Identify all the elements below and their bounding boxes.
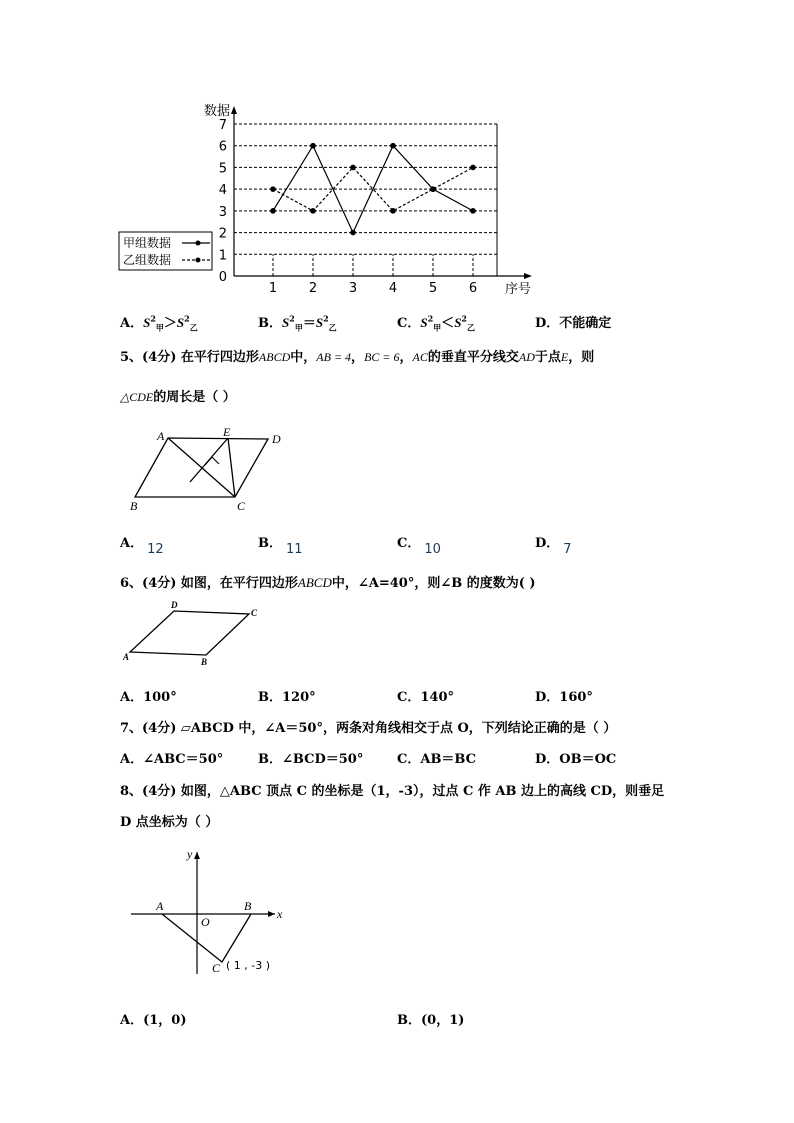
option-letter: D．	[535, 690, 560, 705]
variance-symbol: S	[454, 315, 462, 330]
q5-line2-text: 的周长是（ ）	[153, 390, 236, 405]
x-tick-label: 4	[388, 281, 398, 296]
q8-label-x: x	[277, 907, 283, 921]
option-value: OB＝OC	[559, 752, 617, 767]
q6-label-a: A	[123, 652, 130, 662]
option-letter: A．	[120, 690, 144, 705]
q6-abcd: ABCD	[297, 575, 332, 590]
x-axis-arrow	[524, 273, 532, 279]
q5-label-b: B	[130, 499, 138, 513]
q4-option-d[interactable]	[535, 312, 611, 331]
q5-label-d: D	[272, 432, 281, 446]
variance-symbol: S	[176, 315, 185, 330]
q7-option-d[interactable]	[535, 748, 616, 767]
legend-marker	[196, 241, 201, 246]
data-point	[310, 208, 316, 214]
q5-ad: AD	[518, 350, 535, 364]
x-tick-label: 3	[348, 281, 358, 296]
q6-option-d[interactable]	[535, 686, 593, 705]
q5-e: E	[560, 350, 569, 364]
data-point	[430, 186, 436, 192]
x-axis-title: 序号	[505, 282, 532, 297]
option-letter: C．	[397, 536, 421, 551]
option-value: ∠ABC＝50°	[143, 752, 224, 767]
q8-option-a[interactable]	[120, 1009, 187, 1028]
q6-label-c: C	[251, 608, 258, 618]
q5-option-b[interactable]	[258, 532, 303, 557]
y-tick-label: 7	[218, 118, 227, 133]
legend-marker	[196, 258, 201, 263]
group-label: 乙	[467, 322, 475, 333]
x-tick-label: 6	[468, 281, 478, 296]
q8-stem-line1: 8、(4分) 如图，△ABC 顶点 C 的坐标是（1，-3），过点 C 作 AB 边上的高线 CD，则垂足	[120, 784, 665, 799]
option-letter: A．	[120, 316, 144, 331]
exponent: 2	[184, 313, 190, 324]
group-label: 乙	[328, 322, 337, 333]
option-value: (1，0)	[143, 1013, 187, 1028]
q5-right-angle-mark	[205, 457, 219, 465]
exponent: 2	[461, 313, 467, 324]
group-label: 乙	[189, 322, 198, 333]
option-text: 不能确定	[559, 316, 612, 331]
y-tick-label: 3	[218, 204, 227, 220]
q5-stem-line2	[120, 386, 236, 405]
option-value: 11	[286, 542, 303, 557]
q5-abcd: ABCD	[258, 350, 291, 364]
q8-label-a: A	[156, 899, 164, 913]
y-tick-label: 4	[218, 183, 227, 199]
option-value: 140°	[420, 690, 454, 705]
option-letter: B．	[258, 316, 282, 331]
q5-ac: AC	[412, 350, 428, 364]
q5-segment-ce	[228, 438, 235, 497]
q5-stem-line1	[120, 346, 594, 365]
chart-legend	[119, 232, 212, 270]
q6-text: 中，∠A=40°，则∠B 的度数为( )	[331, 576, 536, 591]
exponent: 2	[289, 313, 295, 324]
group-label: 甲	[155, 322, 164, 333]
data-point	[270, 186, 276, 192]
q6-stem	[120, 572, 536, 591]
q6-figure	[118, 598, 278, 670]
q5-bc: BC = 6	[364, 350, 400, 364]
q8-label-c-coord: ( 1 , -3 )	[226, 959, 271, 972]
q6-prefix: 6、(4分) 如图，在平行四边形	[120, 576, 298, 591]
q5-figure	[120, 420, 300, 520]
exponent: 2	[150, 313, 156, 324]
option-value: 12	[147, 542, 164, 557]
variance-symbol: S	[315, 315, 324, 330]
option-value: 160°	[559, 690, 593, 705]
x-tick-label: 2	[308, 281, 318, 296]
q5-option-d[interactable]	[535, 532, 572, 557]
q8-label-b: B	[244, 899, 252, 913]
q8-label-y: y	[187, 847, 193, 861]
chart-grid	[234, 124, 497, 276]
variance-symbol: S	[420, 315, 428, 330]
option-value: 100°	[143, 690, 177, 705]
variance-symbol: S	[282, 315, 290, 330]
q5-end: ，则	[568, 350, 595, 365]
group-label: 甲	[294, 322, 303, 333]
q4-option-c[interactable]	[397, 312, 475, 334]
y-tick-label: 6	[218, 139, 227, 155]
legend-label: 甲组数据	[123, 236, 172, 250]
data-point	[350, 165, 356, 171]
q8-x-arrow	[268, 911, 275, 917]
q8-stem-line2: D 点坐标为（ ）	[120, 815, 219, 830]
q7-option-b[interactable]	[258, 748, 363, 767]
q6-label-b: B	[201, 657, 208, 667]
q5-label-e: E	[223, 425, 231, 439]
q5-comma: ，	[351, 350, 365, 365]
group-label: 甲	[433, 322, 442, 333]
option-letter: A．	[120, 536, 144, 551]
q8-option-b[interactable]	[397, 1009, 464, 1028]
data-point	[270, 208, 276, 214]
option-letter: A．	[120, 752, 144, 767]
exponent: 2	[427, 313, 434, 324]
q8-label-c: C	[212, 961, 221, 975]
relation: ＞	[163, 316, 177, 331]
option-value: 10	[424, 542, 441, 557]
relation: ＝	[302, 316, 316, 331]
q5-label-a: A	[157, 429, 165, 443]
option-letter: D．	[535, 536, 560, 551]
q8-y-arrow	[194, 852, 200, 859]
relation: ＜	[441, 316, 455, 331]
option-letter: C．	[397, 690, 421, 705]
q5-mid2: 的垂直平分线交	[427, 350, 519, 365]
q6-option-a[interactable]	[120, 686, 177, 705]
legend-label: 乙组数据	[123, 253, 172, 267]
option-value: ∠BCD＝50°	[282, 752, 364, 767]
q5-triangle: △CDE	[120, 390, 154, 404]
q7-stem: 7、(4分) ▱ABCD 中，∠A＝50°，两条对角线相交于点 O，下列结论正确的是（ ）	[120, 721, 617, 736]
option-value: AB＝BC	[420, 752, 477, 767]
exponent: 2	[323, 313, 329, 324]
series-line-1	[273, 146, 473, 233]
q8-figure	[125, 842, 305, 977]
q7-option-c[interactable]	[397, 748, 476, 767]
q5-comma2: ，	[399, 350, 413, 365]
data-point	[350, 230, 356, 236]
q6-label-d: D	[171, 600, 178, 610]
data-point	[390, 208, 396, 214]
option-letter: C．	[397, 316, 421, 331]
x-tick-label: 1	[268, 281, 278, 296]
option-value: 120°	[282, 690, 316, 705]
q7-option-a[interactable]	[120, 748, 223, 767]
option-letter: B．	[258, 752, 282, 767]
y-axis-title: 数据	[204, 104, 231, 119]
y-axis-arrow	[231, 106, 237, 114]
q5-mid1: 中，	[290, 350, 317, 365]
option-value: (0，1)	[421, 1013, 465, 1028]
q5-diagonal-ac	[168, 438, 235, 497]
q5-prefix: 5、(4分) 在平行四边形	[120, 350, 259, 365]
variance-symbol: S	[143, 315, 151, 330]
q6-option-b[interactable]	[258, 686, 316, 705]
option-letter: B．	[258, 690, 282, 705]
data-point	[390, 143, 396, 149]
option-letter: B．	[258, 536, 282, 551]
y-tick-label: 2	[218, 226, 227, 242]
y-tick-label: 1	[218, 248, 227, 264]
option-letter: B．	[397, 1013, 421, 1028]
data-point	[470, 165, 476, 171]
data-point	[310, 143, 316, 149]
q5-ab: AB = 4	[316, 350, 352, 364]
q5-option-a[interactable]	[120, 532, 164, 557]
option-letter: A．	[120, 1013, 144, 1028]
option-value: 7	[563, 542, 572, 557]
data-point	[470, 208, 476, 214]
q5-label-c: C	[237, 499, 246, 513]
y-tick-label: 0	[218, 270, 227, 285]
q6-option-c[interactable]	[397, 686, 454, 705]
q4-option-b[interactable]	[258, 312, 337, 334]
q5-option-c[interactable]	[397, 532, 441, 557]
option-letter: C．	[397, 752, 421, 767]
y-tick-label: 5	[218, 161, 227, 177]
option-letter: D．	[535, 316, 560, 331]
line-chart	[0, 0, 794, 300]
q5-mid3: 于点	[534, 350, 561, 365]
q4-option-a[interactable]	[120, 312, 198, 334]
x-tick-label: 5	[428, 281, 438, 296]
option-letter: D．	[535, 752, 560, 767]
q8-label-o: O	[201, 915, 210, 929]
q6-parallelogram	[130, 611, 249, 655]
